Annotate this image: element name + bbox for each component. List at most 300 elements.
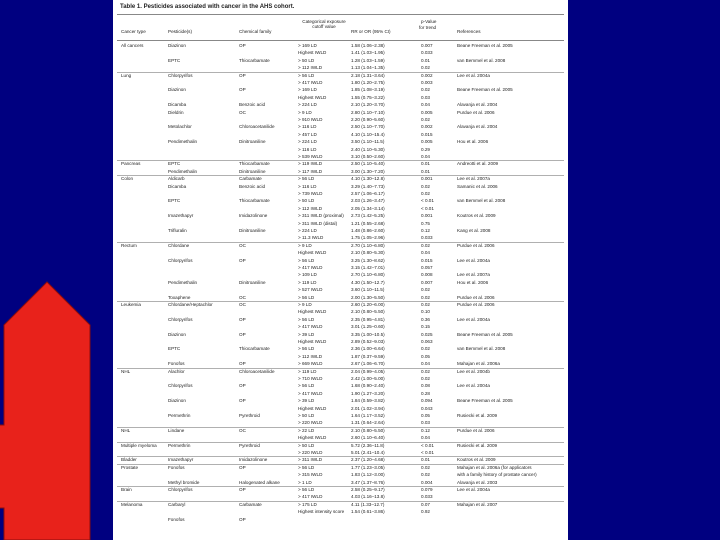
cell-chemical-family: Halogenated alkane: [239, 479, 280, 485]
cell-chemical-family: OP: [239, 516, 246, 522]
cell-rr-or: 1.75 (1.05–2.96): [351, 235, 385, 241]
cell-p-value: 0.007: [421, 279, 433, 285]
cell-p-value: 0.04: [421, 102, 430, 108]
cell-reference: Beane Freeman et al. 2005: [457, 331, 513, 337]
cell-reference: Purdue et al. 2006: [457, 427, 495, 433]
cell-rr-or: 3.35 (1.00–10.5): [351, 331, 385, 337]
cell-exposure: > 50 LD: [298, 57, 315, 63]
cell-exposure: > 22 LD: [298, 427, 315, 433]
cell-p-value: 0.02: [421, 183, 430, 189]
cell-reference: Lee et al. 2007a: [457, 176, 490, 182]
cell-exposure: > 50 LD: [298, 442, 315, 448]
cell-pesticide: Pendimethalin: [168, 168, 198, 174]
cell-p-value: 0.12: [421, 228, 430, 233]
cell-p-value: < 0.01: [421, 198, 434, 204]
cell-rr-or: 3.01 (1.25–0.60): [351, 324, 385, 330]
cell-p-value: 0.002: [421, 124, 433, 130]
cell-reference: van Bemmel et al. 2008: [457, 198, 506, 204]
cell-rr-or: 2.10 (1.20–3.70): [351, 102, 385, 108]
cell-rr-or: 2.20 (0.90–5.60): [351, 117, 385, 122]
cell-rr-or: 1.31 (0.64–2.64): [351, 420, 385, 426]
cell-pesticide: Chlorpyrifos: [168, 316, 193, 322]
cell-exposure: > 739 IWLD: [298, 191, 323, 196]
cell-p-value: 0.29: [421, 146, 430, 152]
cell-exposure: > 11.3 IWLD: [298, 235, 324, 241]
cell-pesticide: EPTC: [168, 198, 181, 204]
cell-pesticide: Diazinon: [168, 331, 186, 337]
cell-reference: Purdue et al. 2006: [457, 294, 495, 300]
cell-rr-or: 2.18 (1.31–3.64): [351, 72, 385, 78]
cell-rr-or: 2.50 (1.10–7.70): [351, 124, 385, 130]
cell-pesticide: Imazethapyr: [168, 213, 194, 219]
header-rr-or: RR or OR (95% CI): [351, 29, 391, 34]
cell-rr-or: 1.54 (0.61–3.86): [351, 509, 385, 515]
cell-reference: Samanic et al. 2006: [457, 183, 498, 189]
cell-pesticide: Lindane: [168, 427, 185, 433]
cell-exposure: Highest IWLD: [298, 250, 327, 256]
cell-rr-or: 4.11 (1.33–12.7): [351, 501, 385, 507]
cell-p-value: 0.003: [421, 80, 433, 85]
cell-exposure: > 50 LD: [298, 413, 315, 418]
cell-p-value: 0.07: [421, 501, 430, 507]
cell-p-value: < 0.01: [421, 442, 434, 448]
cell-p-value: 0.04: [421, 361, 430, 367]
cell-reference: with a family history of prostate cancer): [457, 472, 537, 478]
cell-rr-or: 2.70 (1.10–6.80): [351, 242, 385, 248]
cell-chemical-family: Imidazolinone: [239, 213, 268, 219]
cell-pesticide: Trifluralin: [168, 228, 187, 233]
header-cancer-type: Cancer type: [121, 29, 146, 34]
cell-reference: Beane Freeman et al. 2005: [457, 43, 513, 48]
cell-exposure: > 112 IWLD: [298, 205, 323, 211]
cell-exposure: Highest IWLD: [298, 339, 327, 344]
cell-exposure: Highest IWLD: [298, 50, 327, 56]
cell-p-value: 0.004: [421, 479, 433, 485]
cell-pesticide: Metolachlor: [168, 124, 192, 130]
cell-cancer-type: Pancreas: [121, 161, 141, 167]
cell-reference: Lee et al. 2004a: [457, 257, 490, 263]
cell-reference: Alavanja et al. 2004: [457, 124, 498, 130]
cell-p-value: 0.015: [421, 257, 433, 263]
cell-rr-or: 4.30 (1.50–12.7): [351, 279, 385, 285]
header-p-value: p-Value: [421, 19, 437, 24]
cell-exposure: > 56 LD: [298, 257, 315, 263]
cell-pesticide: EPTC: [168, 161, 181, 167]
cell-exposure: > 119 IWLD: [298, 161, 323, 167]
table-caption: Table 1. Pesticides associated with cancer in the AHS cohort.: [120, 4, 295, 10]
cell-pesticide: EPTC: [168, 57, 181, 63]
cell-exposure: > 669 IWLD: [298, 361, 323, 367]
cell-exposure: > 56 LD: [298, 487, 315, 492]
cell-rr-or: 2.10 (0.80–5.50): [351, 309, 385, 315]
cell-exposure: Highest IWLD: [298, 435, 327, 441]
cell-chemical-family: Thiocarbamate: [239, 198, 270, 204]
cell-pesticide: Aldicarb: [168, 176, 185, 182]
cell-cancer-type: Brain: [121, 487, 132, 492]
cell-pesticide: Alachlor: [168, 368, 185, 374]
cell-p-value: 0.005: [421, 109, 433, 115]
cell-chemical-family: Thiocarbamate: [239, 161, 270, 167]
cell-pesticide: Diazinon: [168, 87, 186, 93]
cell-p-value: 0.057: [421, 265, 433, 270]
cell-exposure: > 112 IWLD: [298, 353, 323, 359]
cell-p-value: 0.02: [421, 302, 430, 307]
cell-rr-or: 2.40 (1.10–5.30): [351, 146, 385, 152]
cell-cancer-type: Prostate: [121, 464, 139, 470]
cell-rr-or: 3.60 (1.10–11.5): [351, 287, 385, 293]
cell-rr-or: 4.03 (1.16–13.8): [351, 494, 385, 500]
cell-p-value: 0.02: [421, 65, 430, 71]
cell-pesticide: Diazinon: [168, 398, 186, 404]
cell-rr-or: 3.00 (1.30–7.20): [351, 168, 385, 174]
cell-rr-or: 2.10 (0.80–5.30): [351, 250, 385, 256]
cell-exposure: Highest IWLD: [298, 94, 327, 100]
cell-chemical-family: Pyrethroid: [239, 413, 260, 418]
cell-pesticide: Fonofos: [168, 361, 185, 367]
cell-reference: Purdue et al. 2006: [457, 302, 495, 307]
cell-p-value: < 0.01: [421, 205, 434, 211]
cell-rr-or: 5.72 (2.36–11.8): [351, 442, 385, 448]
cell-exposure: Highest IWLD: [298, 405, 327, 411]
cell-p-value: 0.75: [421, 220, 430, 226]
cell-exposure: > 311 IWLD (proximal): [298, 213, 344, 219]
cell-cancer-type: Melanoma: [121, 501, 143, 507]
cell-p-value: < 0.01: [421, 450, 434, 455]
cell-exposure: > 39 LD: [298, 398, 315, 404]
cell-p-value: 0.15: [421, 324, 430, 330]
cell-exposure: > 417 IWLD: [298, 494, 323, 500]
cell-exposure: > 910 IWLD: [298, 117, 323, 122]
cell-exposure: > 224 LD: [298, 102, 317, 108]
cell-rr-or: 1.80 (1.20–2.75): [351, 80, 385, 85]
cell-exposure: Highest IWLD: [298, 309, 327, 315]
cell-rr-or: 2.03 (1.26–3.47): [351, 198, 385, 204]
cell-chemical-family: Thiocarbamate: [239, 346, 270, 352]
cell-chemical-family: Carbamate: [239, 501, 262, 507]
cell-chemical-family: OC: [239, 242, 246, 248]
cell-exposure: > 112 IWLD: [298, 65, 323, 71]
cell-exposure: > 417 IWLD: [298, 324, 323, 330]
cell-exposure: > 311 IWLD (distal): [298, 220, 338, 226]
cell-chemical-family: Chloroacetanilide: [239, 124, 275, 130]
cell-pesticide: Pendimethalin: [168, 139, 198, 145]
cell-chemical-family: OC: [239, 109, 246, 115]
cell-p-value: 0.12: [421, 427, 430, 433]
cell-reference: Rusiecki et al. 2009: [457, 442, 498, 448]
cell-exposure: > 527 IWLD: [298, 287, 323, 293]
cell-exposure: > 311 IWLD: [298, 457, 323, 463]
cell-cancer-type: NHL: [121, 427, 131, 433]
header-references: References: [457, 29, 481, 34]
cell-rr-or: 1.21 (0.55–2.68): [351, 220, 385, 226]
cell-p-value: 0.03: [421, 94, 430, 100]
cell-rr-or: 2.58 (0.25–9.17): [351, 487, 385, 492]
cell-exposure: > 169 LD: [298, 87, 317, 93]
cell-rr-or: 2.60 (1.10–6.40): [351, 435, 385, 441]
cell-p-value: 0.05: [421, 413, 430, 418]
cell-p-value: 0.01: [421, 161, 430, 167]
cell-rr-or: 2.36 (1.00–6.64): [351, 346, 385, 352]
cell-exposure: > 9 LD: [298, 242, 312, 248]
cell-exposure: > 417 IWLD: [298, 80, 323, 85]
cell-rr-or: 1.90 (1.27–3.20): [351, 390, 385, 396]
cell-exposure: > 50 LD: [298, 198, 315, 204]
cell-reference: Lee et al. 2004a: [457, 383, 490, 389]
cell-exposure: > 39 LD: [298, 331, 315, 337]
cell-pesticide: Chlorpyrifos: [168, 383, 193, 389]
cell-reference: Purdue et al. 2006: [457, 109, 495, 115]
cell-rr-or: 1.83 (1.12–3.00): [351, 472, 385, 478]
cell-rr-or: 3.50 (1.10–11.5): [351, 139, 385, 145]
cell-exposure: > 710 IWLD: [298, 376, 323, 381]
cell-rr-or: 3.15 (1.42–7.01): [351, 265, 385, 270]
cell-pesticide: Methyl bromide: [168, 479, 200, 485]
cell-pesticide: Diazinon: [168, 43, 186, 48]
cell-p-value: 0.002: [421, 72, 433, 78]
cell-cancer-type: Rectum: [121, 242, 137, 248]
cell-exposure: > 117 IWLD: [298, 168, 323, 174]
cell-pesticide: Pendimethalin: [168, 279, 198, 285]
cell-exposure: > 56 LD: [298, 176, 315, 182]
cell-p-value: 0.02: [421, 242, 430, 248]
header-pesticide: Pesticide(s): [168, 29, 192, 34]
cell-rr-or: 5.01 (2.41–10.4): [351, 450, 385, 455]
cell-p-value: 0.04: [421, 154, 430, 159]
cell-pesticide: Chlordane/Heptachlor: [168, 302, 213, 307]
cell-pesticide: Chlorpyrifos: [168, 72, 193, 78]
cell-rr-or: 2.57 (1.06–6.17): [351, 191, 385, 196]
cell-reference: Mahajan et al. 2006a (for applicators: [457, 464, 532, 470]
cell-rr-or: 1.55 (0.75–3.22): [351, 94, 385, 100]
cell-rr-or: 2.60 (1.20–6.00): [351, 302, 385, 307]
cell-p-value: 0.033: [421, 235, 433, 241]
cell-rr-or: 2.80 (1.10–7.10): [351, 109, 385, 115]
cell-p-value: 0.001: [421, 176, 433, 182]
cell-p-value: 0.094: [421, 398, 433, 404]
cell-p-value: 0.92: [421, 509, 430, 515]
cell-cancer-type: All cancers: [121, 43, 144, 48]
cell-reference: Lee et al. 2007a: [457, 272, 490, 278]
cell-exposure: > 417 IWLD: [298, 390, 323, 396]
cell-cancer-type: Lung: [121, 72, 132, 78]
cell-reference: van Bemmel et al. 2008: [457, 57, 506, 63]
cell-exposure: > 220 IWLD: [298, 420, 323, 426]
cell-reference: Lee et al. 2004a: [457, 72, 490, 78]
cell-reference: Purdue et al. 2006: [457, 242, 495, 248]
cell-cancer-type: Leukemia: [121, 302, 141, 307]
header-for-trend: for trend: [419, 25, 437, 30]
cell-rr-or: 1.13 (1.04–1.35): [351, 65, 385, 71]
cell-p-value: 0.10: [421, 309, 430, 315]
cell-reference: Mahajan et al. 2007: [457, 501, 498, 507]
cell-p-value: 0.043: [421, 405, 433, 411]
cell-pesticide: Carbaryl: [168, 501, 186, 507]
cell-chemical-family: Dinitroaniline: [239, 168, 266, 174]
cell-exposure: > 56 LD: [298, 294, 315, 300]
cell-p-value: 0.001: [421, 213, 433, 219]
cell-pesticide: Fonofos: [168, 516, 185, 522]
cell-cancer-type: Bladder: [121, 457, 137, 463]
cell-chemical-family: Thiocarbamate: [239, 57, 270, 63]
cell-exposure: > 175 LD: [298, 501, 317, 507]
cell-p-value: 0.04: [421, 250, 430, 256]
cell-rr-or: 2.70 (1.10–6.80): [351, 272, 385, 278]
cell-chemical-family: OP: [239, 487, 246, 492]
cell-rr-or: 2.35 (0.95–4.81): [351, 316, 385, 322]
cell-chemical-family: Benzoic acid: [239, 183, 266, 189]
cell-reference: Kang et al. 2008: [457, 228, 491, 233]
cell-chemical-family: OP: [239, 72, 246, 78]
cell-exposure: > 56 LD: [298, 346, 315, 352]
cell-rr-or: 1.68 (0.90–2.40): [351, 383, 385, 389]
cell-p-value: 0.008: [421, 272, 433, 278]
cell-exposure: > 315 IWLD: [298, 472, 323, 478]
cell-exposure: > 1 LD: [298, 479, 312, 485]
cell-p-value: 0.04: [421, 435, 430, 441]
cell-cancer-type: Colon: [121, 176, 134, 182]
cell-rr-or: 2.73 (1.42–5.25): [351, 213, 385, 219]
cell-pesticide: Fonofos: [168, 464, 185, 470]
cell-exposure: > 220 IWLD: [298, 450, 323, 455]
cell-chemical-family: Chloroacetanilide: [239, 368, 275, 374]
cell-rr-or: 1.84 (0.59–3.82): [351, 398, 385, 404]
red-arrow-shape: [0, 282, 90, 540]
cell-exposure: > 169 LD: [298, 43, 317, 48]
header-chemical-family: Chemical family: [239, 29, 272, 34]
cell-pesticide: Dicamba: [168, 102, 187, 108]
cell-reference: Hou et al. 2006: [457, 279, 489, 285]
cell-p-value: 0.025: [421, 331, 433, 337]
cell-chemical-family: Dinitroaniline: [239, 279, 266, 285]
cell-p-value: 0.02: [421, 191, 430, 196]
cell-rr-or: 1.85 (1.08–3.19): [351, 87, 385, 93]
cell-p-value: 0.02: [421, 294, 430, 300]
cell-chemical-family: OC: [239, 294, 246, 300]
cell-rr-or: 3.47 (1.37–8.76): [351, 479, 385, 485]
cell-exposure: > 109 LD: [298, 272, 317, 278]
cell-p-value: 0.02: [421, 87, 430, 93]
cell-pesticide: Chlorpyrifos: [168, 257, 193, 263]
cell-rr-or: 1.48 (0.86–2.60): [351, 228, 385, 233]
cell-p-value: 0.01: [421, 457, 430, 463]
cell-exposure: > 224 LD: [298, 228, 317, 233]
cell-p-value: 0.03: [421, 420, 430, 426]
cell-p-value: 0.063: [421, 339, 433, 344]
cell-pesticide: Chlorpyrifos: [168, 487, 193, 492]
cell-chemical-family: Dinitroaniline: [239, 139, 266, 145]
cell-rr-or: 1.64 (1.17–3.52): [351, 413, 385, 418]
cell-p-value: 0.033: [421, 50, 433, 56]
cell-chemical-family: OP: [239, 361, 246, 367]
cell-rr-or: 2.10 (0.80–5.50): [351, 427, 385, 433]
cell-rr-or: 1.58 (1.06–2.38): [351, 43, 385, 48]
cell-chemical-family: OP: [239, 331, 246, 337]
cell-pesticide: Dieldrin: [168, 109, 184, 115]
cell-chemical-family: OC: [239, 302, 246, 307]
cell-pesticide: Permethrin: [168, 442, 191, 448]
cell-p-value: 0.01: [421, 168, 430, 174]
cell-p-value: 0.01: [421, 57, 430, 63]
cell-p-value: 0.005: [421, 139, 433, 145]
cell-rr-or: 2.50 (1.10–5.40): [351, 161, 385, 167]
cell-reference: Rusiecki et al. 2009: [457, 413, 498, 418]
cell-p-value: 0.02: [421, 472, 430, 478]
cell-reference: Alavanja et al. 2003: [457, 479, 498, 485]
cell-p-value: 0.007: [421, 43, 433, 48]
cell-exposure: > 224 LD: [298, 139, 317, 145]
cell-rr-or: 3.10 (0.50–2.60): [351, 154, 385, 159]
cell-pesticide: Permethrin: [168, 413, 191, 418]
cell-rr-or: 2.01 (1.02–3.94): [351, 405, 385, 411]
cell-p-value: 0.02: [421, 287, 430, 293]
cell-exposure: > 457 LD: [298, 131, 317, 137]
cell-rr-or: 2.37 (1.20–4.68): [351, 457, 385, 463]
cell-chemical-family: OP: [239, 398, 246, 404]
cell-p-value: 0.02: [421, 346, 430, 352]
cell-chemical-family: OP: [239, 257, 246, 263]
cell-reference: Beane Freeman et al. 2005: [457, 87, 513, 93]
cell-rr-or: 1.87 (0.37–9.59): [351, 353, 385, 359]
cell-reference: van Bemmel et al. 2008: [457, 346, 506, 352]
cell-rr-or: 1.28 (1.03–1.59): [351, 57, 385, 63]
cell-p-value: 0.02: [421, 464, 430, 470]
cell-chemical-family: OP: [239, 383, 246, 389]
cell-reference: Lee et al. 2004b: [457, 368, 490, 374]
cell-reference: Andreotti et al. 2009: [457, 161, 499, 167]
cell-rr-or: 3.29 (1.40–7.73): [351, 183, 385, 189]
cell-exposure: > 56 LD: [298, 383, 315, 389]
cell-reference: Koutros et al. 2009: [457, 213, 496, 219]
cell-cancer-type: NHL: [121, 368, 131, 374]
cell-chemical-family: OP: [239, 316, 246, 322]
cell-exposure: > 417 IWLD: [298, 265, 323, 270]
cell-exposure: > 56 LD: [298, 72, 315, 78]
cell-chemical-family: OC: [239, 427, 246, 433]
cell-chemical-family: Carbamate: [239, 176, 262, 182]
cell-p-value: 0.05: [421, 353, 430, 359]
cell-rr-or: 1.77 (1.23–3.05): [351, 464, 385, 470]
cell-exposure: > 9 LD: [298, 109, 312, 115]
cell-p-value: 0.015: [421, 131, 433, 137]
cell-rr-or: 4.10 (1.30–12.8): [351, 176, 385, 182]
cell-chemical-family: Imidazolinone: [239, 457, 268, 463]
cell-exposure: > 116 LD: [298, 146, 317, 152]
cell-rr-or: 2.04 (0.99–4.05): [351, 368, 385, 374]
cell-cancer-type: Multiple myeloma: [121, 442, 157, 448]
cell-pesticide: Dicamba: [168, 183, 187, 189]
cell-p-value: 0.36: [421, 316, 430, 322]
cell-reference: Hou et al. 2006: [457, 139, 489, 145]
cell-pesticide: Imazethapyr: [168, 457, 194, 463]
cell-reference: Koutros et al. 2009: [457, 457, 496, 463]
cell-exposure: > 116 LD: [298, 124, 317, 130]
cell-rr-or: 3.25 (1.30–8.62): [351, 257, 385, 263]
cell-rr-or: 2.42 (1.00–5.00): [351, 376, 385, 381]
cell-rr-or: 4.10 (1.10–15.4): [351, 131, 385, 137]
cell-p-value: 0.02: [421, 376, 430, 381]
cell-chemical-family: Dinitroaniline: [239, 228, 266, 233]
cell-p-value: 0.079: [421, 487, 433, 492]
cell-exposure: > 116 LD: [298, 183, 317, 189]
cell-rr-or: 2.05 (1.34–3.14): [351, 205, 385, 211]
cell-exposure: > 119 LD: [298, 279, 317, 285]
cell-rr-or: 2.67 (1.06–6.70): [351, 361, 385, 367]
cell-pesticide: Toxaphene: [168, 294, 191, 300]
cell-exposure: Highest intensity score: [298, 509, 345, 515]
cell-rr-or: 2.00 (1.30–5.50): [351, 294, 385, 300]
cell-chemical-family: OP: [239, 87, 246, 93]
cell-rr-or: 2.89 (0.52–9.03): [351, 339, 385, 344]
